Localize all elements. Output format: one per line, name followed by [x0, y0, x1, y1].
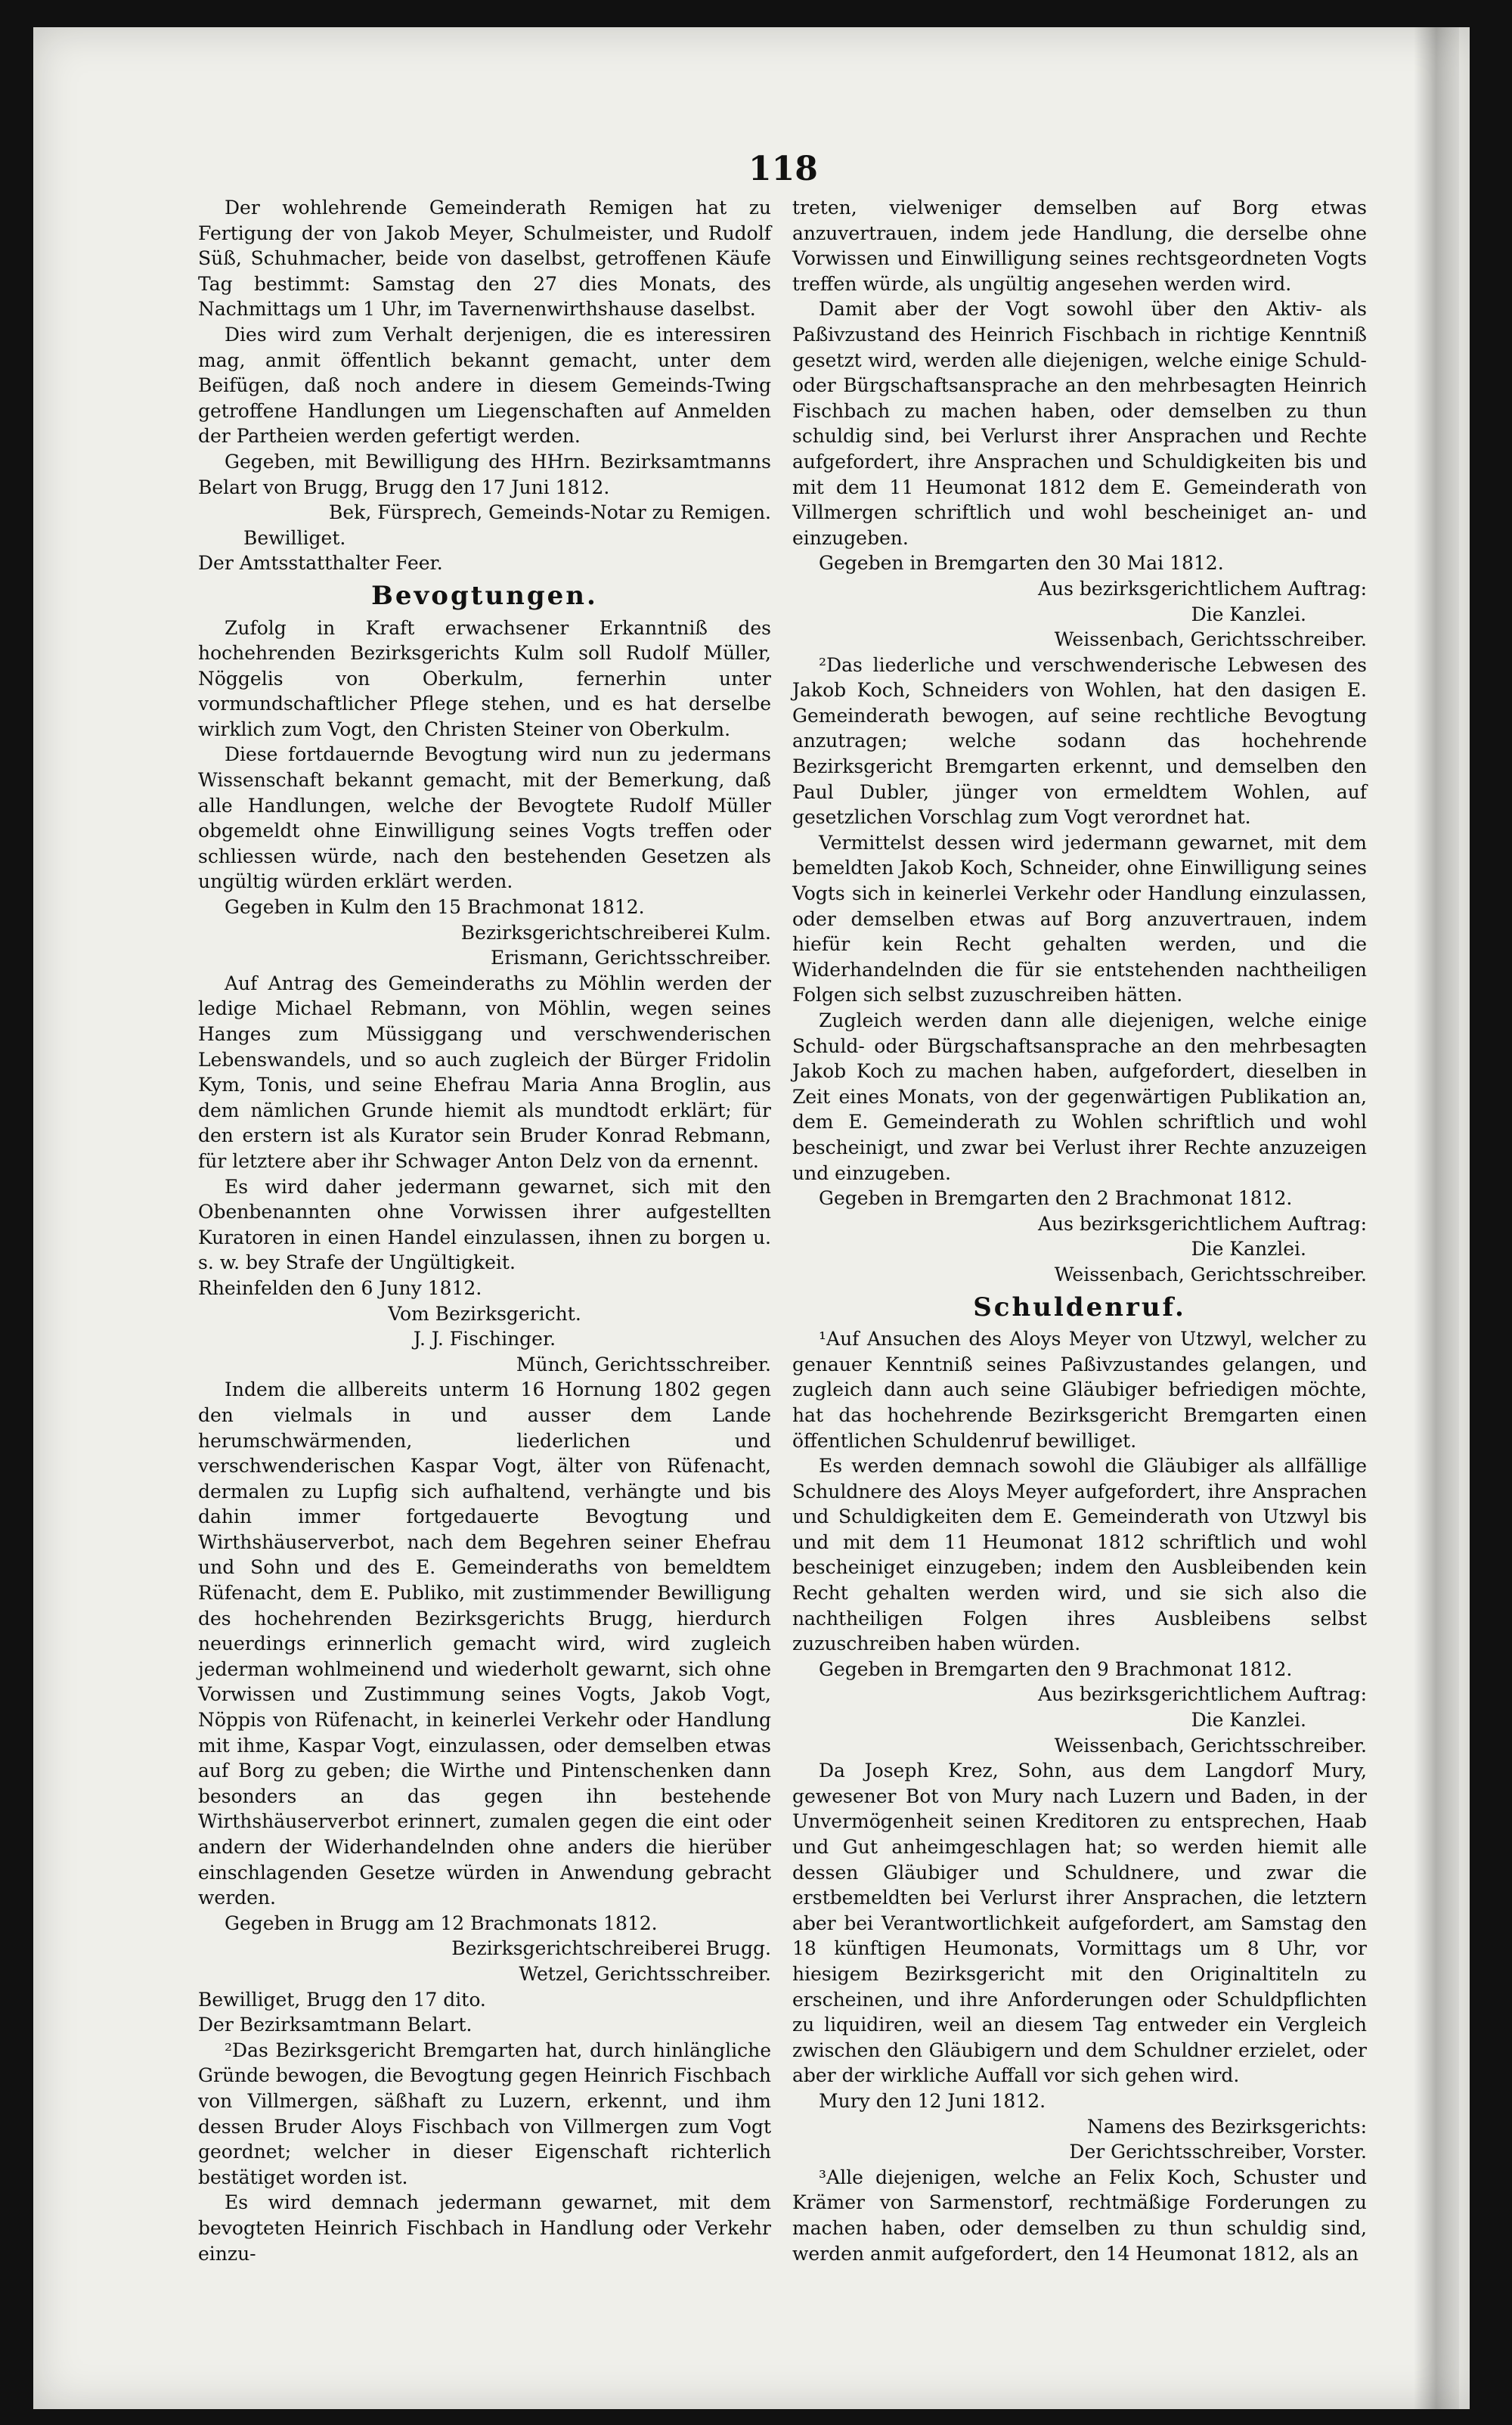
notice-date: Gegeben in Bremgarten den 9 Brachmonat 1812. — [819, 1657, 1293, 1680]
notice-paragraph: Diese fortdauernde Bevogtung wird nun zu jedermans Wissenschaft bekannt gemacht, mit der Bemerkung, daß alle Handlungen, welche der Bevogtete Rudolf Müller obgemeldt ohne Einwilligung seines Vogts treffen oder schliessen würde, nach den bestehenden Gesetzen als ungültig würden erklärt werden. — [198, 743, 771, 893]
notice-signature: Die Kanzlei. — [1191, 1709, 1306, 1732]
notice-signature: Die Kanzlei. — [1191, 603, 1306, 625]
notice-signature: J. J. Fischinger. — [413, 1328, 556, 1350]
notice-paragraph: Es wird demnach jedermann gewarnet, mit dem bevogteten Heinrich Fischbach in Handlung oder Verkehr einzu- — [198, 2191, 771, 2265]
notice-date: Gegeben in Kulm den 15 Brachmonat 1812. — [225, 896, 645, 919]
page-number: 118 — [748, 150, 818, 188]
notice-paragraph: Dies wird zum Verhalt derjenigen, die es interessiren mag, anmit öffentlich bekannt gemacht, unter dem Beifügen, daß noch andere in diesem Gemeinds-Twing getroffene Handlungen um Liegenschaften auf Anmelden der Partheien werden gefertigt werden. — [198, 323, 771, 448]
notice-paragraph: ²Das Bezirksgericht Bremgarten hat, durch hinlängliche Gründe bewogen, die Bevogtung gegen Heinrich Fischbach von Villmergen, säßhaft zu Luzern, erkennt, und ihm dessen Bruder Aloys Fischbach von Villmergen zum Vogt geordnet; welcher in dieser Eigenschaft richterlich bestätiget worden ist. — [198, 2039, 771, 2188]
notice-signature: Aus bezirksgerichtlichem Auftrag: — [1038, 1212, 1367, 1235]
notice-signature: Bezirksgerichtschreiberei Kulm. — [460, 921, 771, 944]
notice-paragraph: Zufolg in Kraft erwachsener Erkanntniß des hochehrenden Bezirksgerichts Kulm soll Rudolf Müller, Nöggelis von Oberkulm, fernerhin unter vormundschaftlicher Pflege stehen, und es hat derselbe wirklich zum Vogt, den Christen Steiner von Oberkulm. — [198, 616, 771, 740]
notice-paragraph: Indem die allbereits unterm 16 Hornung 1802 gegen den vielmals in und ausser dem Lande herumschwärmenden, liederlichen und verschwenderischen Kaspar Vogt, älter von Rüfenacht, dermalen zu Lupfig sich aufhaltend, verhängte und bis dahin immer fortgedauerte Bevogtung und Wirthshäuserverbot, nach dem Begehren seiner Ehefrau und Sohn und des E. Gemeinderaths von bemeldtem Rüfenacht, dem E. Publiko, mit zustimmender Bewilligung des hochehrenden Bezirksgerichts Brugg, hierdurch neuerdings erinnerlich gemacht wird, wird zugleich jederman wohlmeinend und wiederholt gewarnt, sich ohne Vorwissen und Zustimmung seines Vogts, Jakob Vogt, Nöppis von Rüfenacht, in keinerlei Verkehr oder Handlung mit ihme, Kaspar Vogt, einzulassen, oder demselben etwas auf Borg zu geben; die Wirthe und Pintenschenken dann besonders an das gegen ihn bestehende Wirthshäuserverbot erinnert, zumalen gegen die eint oder andern der Widerhandelnden ohne anders die hierüber einschlagenden Gesetze würden in Anwendung gebracht werden. — [198, 1378, 771, 1909]
notice-paragraph: ¹Auf Ansuchen des Aloys Meyer von Utzwyl, welcher zu genauer Kenntniß seines Paßivzustandes gelangen, und zugleich dann auch seine Gläubiger befriedigen möchte, hat das hochehrende Bezirksgericht Bremgarten einen öffentlichen Schuldenruf bewilliget. — [792, 1328, 1367, 1452]
notice-signature: Münch, Gerichtsschreiber. — [516, 1353, 771, 1375]
section-heading: Bevogtungen. — [371, 580, 598, 611]
right-column — [792, 195, 1367, 2266]
notice-signature: Bezirksgerichtschreiberei Brugg. — [451, 1937, 771, 1960]
notice-paragraph: ³Alle diejenigen, welche an Felix Koch, Schuster und Krämer von Sarmenstorf, rechtmäßige Forderungen zu machen haben, oder demselben zu thun schuldig sind, werden anmit aufgefordert, den 14 Heumonat 1812, als an — [792, 2166, 1367, 2265]
page-fold-shadow — [1414, 27, 1459, 2409]
notice-signature: Wetzel, Gerichtsschreiber. — [519, 1962, 771, 1985]
notice-paragraph: Es wird daher jedermann gewarnet, sich mit den Obenbenannten ohne Vorwissen ihrer aufgestellten Kuratoren in einen Handel einzulassen, ihnen zu borgen u. s. w. bey Strafe der Ungültigkeit. — [198, 1175, 771, 1274]
notice-date: Gegeben in Bremgarten den 2 Brachmonat 1812. — [819, 1187, 1293, 1210]
notice-signature: Weissenbach, Gerichtsschreiber. — [1054, 1734, 1367, 1757]
notice-paragraph: treten, vielweniger demselben auf Borg etwas anzuvertrauen, indem jede Handlung, die derselbe ohne Vorwissen und Einwilligung seines rechtsgeordneten Vogts treffen würde, als ungültig angesehen werden wird. — [792, 197, 1367, 295]
section-heading: Schuldenruf. — [973, 1292, 1186, 1323]
notice-paragraph: Da Joseph Krez, Sohn, aus dem Langdorf Mury, gewesener Bot von Mury nach Luzern und Baden, in der Unvermögenheit seinen Kreditoren zu entsprechen, Haab und Gut anheimgeschlagen hat; so werden hiemit alle dessen Gläubiger und Schuldnere, und zwar die erstbemeldten bei Verlurst ihrer Ansprachen, die letztern aber bei Verantwortlichkeit aufgefordert, am Samstag den 18 künftigen Heumonats, Vormittags um 8 Uhr, vor hiesigem Bezirksgericht mit den Originaltiteln zu erscheinen, und ihre Anforderungen oder Schuldpflichten zu liquidiren, weil an diesem Tag entweder ein Vergleich zwischen den Gläubigern und dem Schuldner erzielet, oder aber der wirkliche Auffall vor sich gehen wird. — [792, 1760, 1367, 2087]
notice-paragraph: Auf Antrag des Gemeinderaths zu Möhlin werden der ledige Michael Rebmann, von Möhlin, wegen seines Hanges zum Müssiggang und verschwenderischen Lebenswandels, und so auch zugleich der Bürger Fridolin Kym, Tonis, und seine Ehefrau Maria Anna Broglin, aus dem nämlichen Grunde hiemit als mundtodt erklärt; für den erstern ist als Kurator sein Bruder Konrad Rebmann, für letztere aber ihr Schwager Anton Delz von da ernennt. — [198, 972, 771, 1172]
notice-paragraph: Damit aber der Vogt sowohl über den Aktiv- als Paßivzustand des Heinrich Fischbach in richtige Kenntniß gesetzt wird, werden alle diejenigen, welche einige Schuld- oder Bürgschaftsansprache an den mehrbesagten Heinrich Fischbach zu machen haben, oder demselben zu thun schuldig sind, bei Verlurst ihrer Ansprachen und Rechte aufgefordert, ihre Ansprachen und Schuldigkeiten bis und mit dem 11 Heumonat 1812 dem E. Gemeinderath von Villmergen schriftlich und wohl bescheiniget an- und einzugeben. — [792, 298, 1367, 549]
left-column — [198, 195, 771, 2266]
notice-paragraph: Der wohlehrende Gemeinderath Remigen hat zu Fertigung der von Jakob Meyer, Schulmeister, und Rudolf Süß, Schuhmacher, beide von daselbst, getroffenen Käufe Tag bestimmt: Samstag den 27 dies Monats, des Nachmittags um 1 Uhr, im Tavernenwirthshause daselbst. — [198, 197, 771, 321]
notice-signature: Bek, Fürsprech, Gemeinds-Notar zu Remigen. — [329, 501, 771, 524]
notice-signature: Der Amtsstatthalter Feer. — [198, 552, 443, 575]
notice-signature: Die Kanzlei. — [1191, 1238, 1306, 1261]
notice-paragraph: Es werden demnach sowohl die Gläubiger als allfällige Schuldnere des Aloys Meyer aufgefordert, ihre Ansprachen und Schuldigkeiten dem E. Gemeinderath von Utzwyl bis und mit dem 11 Heumonat 1812 schriftlich und wohl bescheiniget einzugeben; indem den Ausbleibenden kein Recht gehalten werden wird, und sie sich also die nachtheiligen Folgen ihres Ausbleibens selbst zuzuschreiben haben würden. — [792, 1455, 1367, 1655]
notice-signature: Aus bezirksgerichtlichem Auftrag: — [1038, 577, 1367, 600]
notice-date: Mury den 12 Juni 1812. — [819, 2089, 1046, 2112]
notice-signature: Der Bezirksamtmann Belart. — [198, 2014, 472, 2036]
notice-signature: Der Gerichtsschreiber, Vorster. — [1069, 2141, 1367, 2163]
notice-paragraph: Zugleich werden dann alle diejenigen, welche einige Schuld- oder Bürgschaftsansprache an den mehrbesagten Jakob Koch zu machen haben, aufgefordert, dieselben in Zeit eines Monats, von der gegenwärtigen Publikation an, dem E. Gemeinderath zu Wohlen schriftlich und wohl bescheinigt, und zwar bei Verlust ihrer Rechte anzuzeigen und einzugeben. — [792, 1009, 1367, 1184]
notice-signature: Namens des Bezirksgerichts: — [1086, 2115, 1367, 2138]
notice-signature: Weissenbach, Gerichtsschreiber. — [1054, 628, 1367, 651]
notice-signature: Aus bezirksgerichtlichem Auftrag: — [1038, 1683, 1367, 1706]
notice-signature: Vom Bezirksgericht. — [388, 1302, 581, 1325]
notice-paragraph: Vermittelst dessen wird jedermann gewarnet, mit dem bemeldten Jakob Koch, Schneider, ohne Einwilligung seines Vogts sich in keinerlei Verkehr oder Handlung einzulassen, oder demselben etwas auf Borg anzuvertrauen, indem hiefür kein Recht gehalten werden, und die Widerhandelnden die für sie entstehenden nachtheiligen Folgen sich selbst zuzuschreiben hätten. — [792, 831, 1367, 1006]
notice-date: Gegeben in Bremgarten den 30 Mai 1812. — [819, 552, 1224, 575]
notice-approval: Bewilliget. — [243, 526, 346, 549]
notice-date: Rheinfelden den 6 Juny 1812. — [198, 1276, 482, 1299]
notice-date: Gegeben in Brugg am 12 Brachmonats 1812. — [225, 1912, 658, 1934]
notice-signature: Erismann, Gerichtsschreiber. — [490, 947, 771, 969]
notice-date: Gegeben, mit Bewilligung des HHrn. Bezirksamtmanns Belart von Brugg, Brugg den 17 Juni 1812. — [198, 450, 771, 498]
notice-signature: Weissenbach, Gerichtsschreiber. — [1054, 1263, 1367, 1285]
notice-paragraph: ²Das liederliche und verschwenderische Lebwesen des Jakob Koch, Schneiders von Wohlen, hat den dasigen E. Gemeinderath bewogen, auf seine rechtliche Bevogtung anzutragen; welche sodann das hochehrende Bezirksgericht Bremgarten erkennt, und demselben den Paul Dubler, jünger von ermeldtem Wohlen, auf gesetzlichen Vorschlag zum Vogt verordnet hat. — [792, 653, 1367, 829]
notice-approval: Bewilliget, Brugg den 17 dito. — [198, 1988, 486, 2011]
